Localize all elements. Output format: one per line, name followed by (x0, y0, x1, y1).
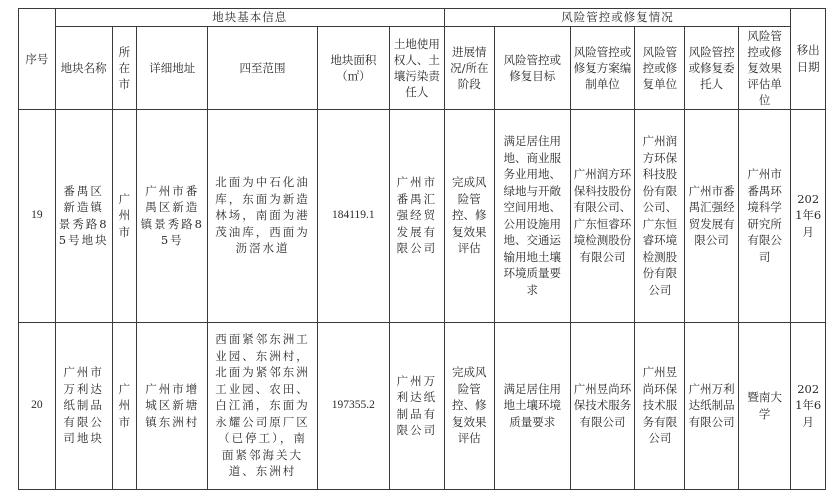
cell-area: 184119.1 (317, 109, 389, 322)
cell-plan-unit: 广州润方环保科技股份有限公司、广东恒睿环境检测股份有限公司 (570, 109, 635, 322)
cell-plan-unit: 广州昱尚环保技术服务有限公司 (570, 322, 635, 489)
header-responsible: 土地使用权人、土壤污染责任人 (390, 26, 445, 109)
cell-client: 广州万利达纸制品有限公司 (685, 322, 738, 489)
header-progress: 进展情况/所在阶段 (444, 26, 494, 109)
cell-area: 197355.2 (317, 322, 389, 489)
cell-progress: 完成风险管控、修复效果评估 (444, 109, 494, 322)
header-eval-unit: 风险管控或修复效果评估单位 (738, 26, 790, 109)
site-list-table (18, 8, 826, 490)
cell-city: 广州市 (112, 322, 137, 489)
cell-exec-unit: 广州昱尚环保技术服务有限公司 (635, 322, 685, 489)
header-plan-unit: 风险管控或修复方案编制单位 (570, 26, 635, 109)
table-row (19, 109, 826, 322)
header-seq: 序号 (19, 9, 56, 110)
cell-name: 番禺区新造镇景秀路85号地块 (55, 109, 112, 322)
header-city: 所在市 (112, 26, 137, 109)
header-name: 地块名称 (55, 26, 112, 109)
header-boundary: 四至范围 (208, 26, 317, 109)
cell-city: 广州市 (112, 109, 137, 322)
header-address: 详细地址 (137, 26, 208, 109)
cell-eval-unit: 暨南大学 (738, 322, 790, 489)
header-client: 风险管控或修复委托人 (685, 26, 738, 109)
cell-goal: 满足居住用地土壤环境质量要求 (494, 322, 570, 489)
cell-boundary: 西面紧邻东洲工业园、东洲村，北面为紧邻东洲工业园、农田、白江涌，东面为永耀公司原厂区（已停工），南面紧邻海关大道、东洲村 (208, 322, 317, 489)
cell-seq: 20 (19, 322, 56, 489)
cell-goal: 满足居住用地、商业服务业用地、绿地与开敞空间用地、公用设施用地、交通运输用地土壤环境质量要求 (494, 109, 570, 322)
header-exec-unit: 风险管控或修复单位 (635, 26, 685, 109)
cell-progress: 完成风险管控、修复效果评估 (444, 322, 494, 489)
header-area: 地块面积（㎡） (317, 26, 389, 109)
cell-responsible: 广州万利达纸制品有限公司 (390, 322, 445, 489)
cell-exec-unit: 广州润方环保科技股份有限公司、广东恒睿环境检测股份有限公司 (635, 109, 685, 322)
cell-seq: 19 (19, 109, 56, 322)
cell-responsible: 广州市番禺汇强经贸发展有限公司 (390, 109, 445, 322)
cell-address: 广州市番禺区新造镇景秀路85号 (137, 109, 208, 322)
cell-date: 2021年6月 (791, 109, 826, 322)
cell-name: 广州市万利达纸制品有限公司地块 (55, 322, 112, 489)
group-header-basic-info: 地块基本信息 (55, 9, 444, 27)
cell-eval-unit: 广州市番禺环境科学研究所有限公司 (738, 109, 790, 322)
cell-boundary: 北面为中石化油库，东面为新造林场，南面为港茂油库，西面为沥滘水道 (208, 109, 317, 322)
header-date: 移出日期 (791, 9, 826, 110)
table-row (19, 322, 826, 489)
cell-address: 广州市增城区新塘镇东洲村 (137, 322, 208, 489)
cell-date: 2021年6月 (791, 322, 826, 489)
cell-client: 广州市番禺汇强经贸发展有限公司 (685, 109, 738, 322)
group-header-risk-control: 风险管控或修复情况 (444, 9, 791, 27)
header-goal: 风险管控或修复目标 (494, 26, 570, 109)
